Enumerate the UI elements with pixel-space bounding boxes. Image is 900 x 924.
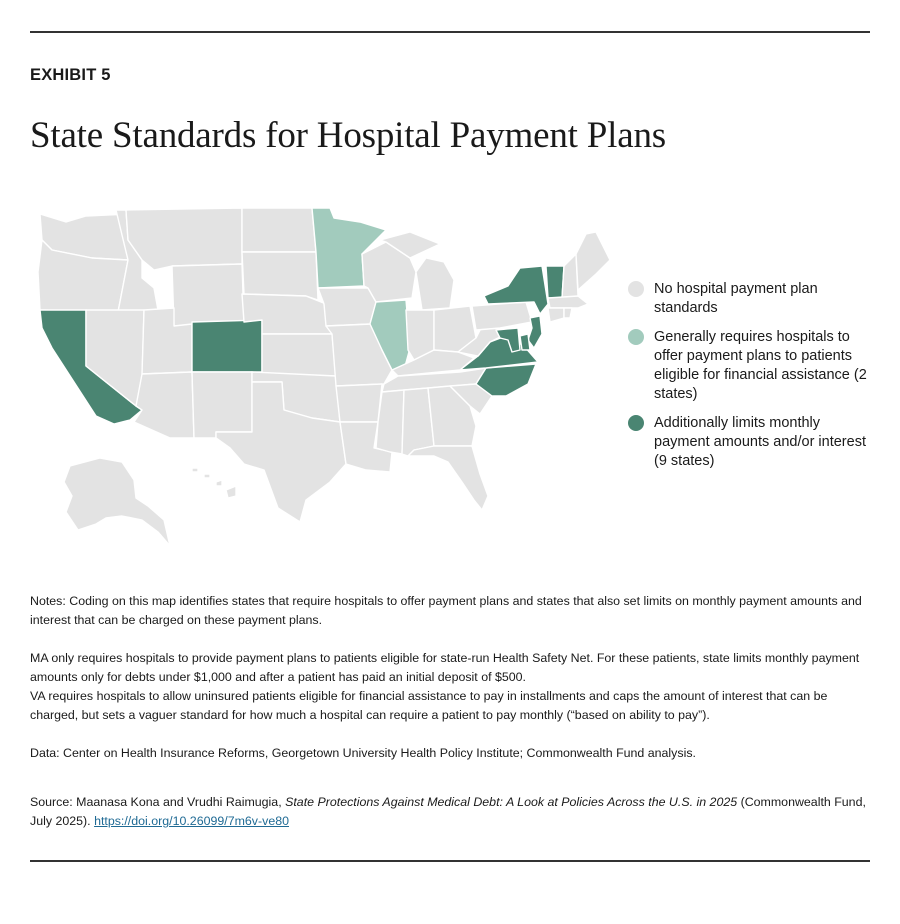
exhibit-label: EXHIBIT 5: [30, 66, 111, 84]
state-florida: [408, 446, 488, 510]
state-hawaii-kauai: [192, 468, 198, 472]
state-connecticut: [548, 308, 564, 322]
state-montana: [126, 208, 242, 270]
legend-swatch-general: [628, 329, 644, 345]
legend-item-none: [628, 280, 878, 318]
notes-ma: MA only requires hospitals to provide payment plans to patients eligible for state-run Health Safety Net. For these patients, state limits monthly payment amounts only for debts under $1,000 and after a patient has paid an initial deposit of $500.: [30, 651, 860, 684]
legend-swatch-none: [628, 281, 644, 297]
source-link[interactable]: https://doi.org/10.26099/7m6v-ve80: [94, 814, 289, 828]
source-suffix: (Commonwealth Fund, July 2025).: [30, 795, 866, 828]
page-title: State Standards for Hospital Payment Plans: [30, 115, 666, 156]
state-rhode-island: [564, 308, 572, 318]
notes-coding: Notes: Coding on this map identifies states that require hospitals to offer payment plans and states that also set limits on monthly payment amounts and interest that can be charged on these payment plans.: [30, 594, 862, 627]
state-hawaii-maui: [216, 480, 222, 486]
bottom-rule: [30, 860, 870, 862]
state-colorado: [192, 320, 262, 372]
top-rule: [30, 31, 870, 33]
notes-data: Data: Center on Health Insurance Reforms, Georgetown University Health Policy Institute; Commonwealth Fund analysis.: [30, 746, 696, 760]
state-iowa: [318, 288, 376, 326]
source-title: State Protections Against Medical Debt: A Look at Policies Across the U.S. in 2025: [285, 795, 738, 809]
state-arkansas: [336, 384, 382, 422]
state-vermont: [546, 266, 564, 298]
state-south-dakota: [242, 252, 318, 300]
state-michigan: [416, 258, 454, 310]
map-legend: [628, 280, 878, 481]
state-new-mexico: [192, 372, 252, 438]
state-massachusetts: [548, 296, 588, 308]
notes-source: [30, 793, 870, 831]
legend-item-general: [628, 328, 878, 404]
notes-va: VA requires hospitals to allow uninsured patients eligible for financial assistance to pay in installments and caps the amount of interest that can be charged, but sets a vaguer standard for how much a hospital can require a patient to pay monthly (“based on ability to pay”).: [30, 689, 828, 722]
us-map-svg: [30, 200, 620, 560]
source-prefix: Source: Maanasa Kona and Vrudhi Raimugia,: [30, 795, 286, 809]
us-map: [30, 200, 620, 560]
legend-item-limits: [628, 414, 878, 471]
state-hawaii-oahu: [204, 474, 210, 478]
legend-label-limits: Additionally limits monthly payment amounts and/or interest (9 states): [654, 415, 866, 469]
notes-section: [30, 592, 870, 831]
state-arizona: [134, 372, 194, 438]
state-delaware: [520, 334, 530, 350]
legend-swatch-limits: [628, 415, 644, 431]
state-new-hampshire: [562, 254, 578, 298]
state-maine: [576, 232, 610, 290]
legend-label-general: Generally requires hospitals to offer payment plans to patients eligible for financial assistance (2 states): [654, 329, 867, 402]
state-north-dakota: [242, 208, 316, 252]
state-alaska: [64, 458, 170, 546]
state-hawaii-big: [226, 486, 236, 498]
state-kansas: [262, 334, 336, 376]
state-wyoming: [172, 264, 244, 326]
legend-label-none: No hospital payment plan standards: [654, 281, 818, 316]
state-north-carolina: [476, 364, 536, 396]
state-new-jersey: [528, 316, 542, 348]
state-pennsylvania: [472, 302, 532, 330]
